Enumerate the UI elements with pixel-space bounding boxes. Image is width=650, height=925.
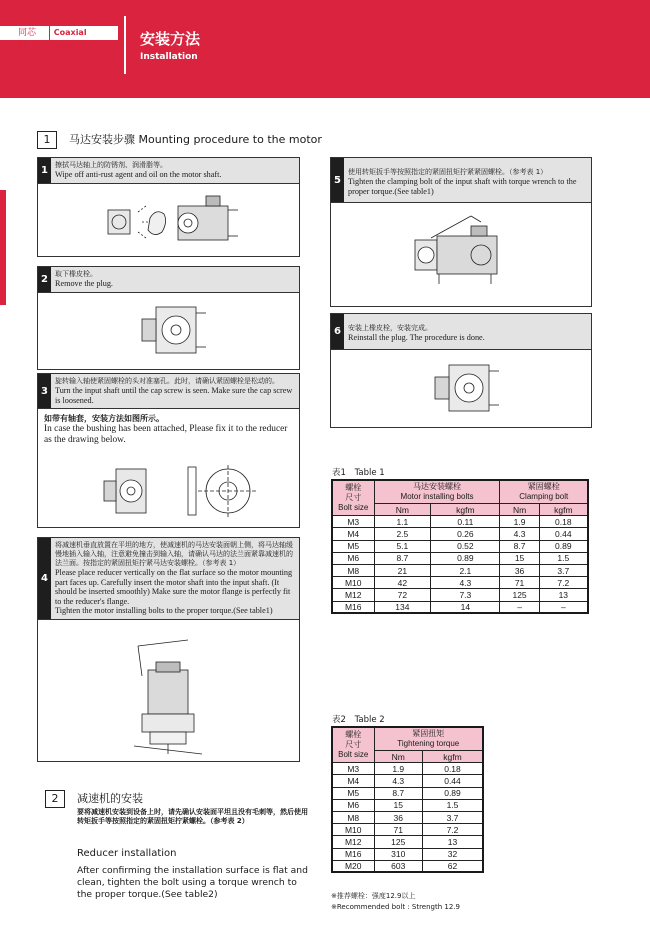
table-row — [332, 528, 588, 540]
table-2-group-tightening-torque — [374, 727, 483, 751]
torque-value-cell: 13 — [422, 836, 483, 848]
table-2-caption — [332, 715, 385, 726]
torque-value-cell: 36 — [500, 564, 539, 576]
table-row — [332, 799, 483, 811]
torque-value-cell: 310 — [374, 848, 422, 860]
category-tab-en: Coaxial shaft — [49, 26, 118, 40]
torque-value-cell: 0.44 — [422, 775, 483, 787]
category-tab — [0, 26, 118, 52]
step-3-bushing-note — [38, 409, 299, 448]
table-row — [332, 601, 588, 613]
step-6-reducer-plug-illustration — [331, 355, 592, 427]
torque-value-cell: 14 — [431, 601, 500, 613]
torque-value-cell: 0.26 — [431, 528, 500, 540]
table-2-unit-kgfm: kgfm — [422, 751, 483, 763]
torque-value-cell: 7.2 — [422, 824, 483, 836]
step-4-vertical-assembly-illustration — [38, 636, 300, 761]
table-row — [332, 836, 483, 848]
table-1-group-motor-bolts — [374, 480, 500, 504]
bolt-size-cell: M16 — [332, 601, 374, 613]
table-row — [332, 577, 588, 589]
step-1-text-en: Wipe off anti-rust agent and oil on the motor shaft. — [55, 170, 222, 179]
table-1-group-clamping-en: Clamping bolt — [519, 492, 569, 501]
step-1-box — [37, 157, 300, 257]
table-row — [332, 552, 588, 564]
torque-value-cell: 32 — [422, 848, 483, 860]
section-2-heading — [45, 790, 143, 808]
torque-value-cell: 2.5 — [374, 528, 431, 540]
torque-value-cell: 15 — [500, 552, 539, 564]
bolt-size-cell: M20 — [332, 860, 374, 872]
step-3-header — [38, 374, 299, 409]
step-3-text-en: Turn the input shaft until the cap screw is seen. Make sure the cap screw is loosened. — [55, 386, 293, 405]
torque-value-cell: 4.3 — [431, 577, 500, 589]
table-2-group-en: Tightening torque — [397, 739, 460, 748]
table-1-caption — [332, 468, 385, 479]
table-2-col-bolt-size — [332, 727, 374, 763]
bolt-size-cell: M4 — [332, 528, 374, 540]
torque-value-cell: 2.1 — [431, 564, 500, 576]
table-2-caption-cn: 表2 — [332, 715, 346, 725]
torque-value-cell: 1.9 — [500, 516, 539, 528]
category-tab-cn: 同芯轴 — [0, 26, 49, 40]
torque-value-cell: 1.5 — [539, 552, 588, 564]
step-4-box — [37, 537, 300, 762]
section-2-text-cn: 要将减速机安装到设备上时，请先确认安装面平坦且没有毛刺等，然后使用转矩扳手等按照指定的紧固扭矩拧紧螺栓。（参考表 2） — [77, 808, 308, 825]
table-row — [332, 763, 483, 775]
torque-value-cell: – — [539, 601, 588, 613]
step-4-number: 4 — [38, 538, 51, 619]
table-1-group-motor-cn: 马达安装螺栓 — [412, 482, 461, 491]
torque-value-cell: 8.7 — [374, 552, 431, 564]
bolt-size-cell: M4 — [332, 775, 374, 787]
table-2-note-en: ※Recommended bolt : Strength 12.9 — [331, 903, 460, 911]
table-row — [332, 811, 483, 823]
torque-value-cell: 125 — [374, 836, 422, 848]
step-4-text-en-2: Tighten the motor installing bolts to the proper torque.(See table1) — [55, 606, 273, 615]
table-2-bolt-en: Bolt size — [338, 750, 369, 760]
table-row — [332, 564, 588, 576]
step-3-bushing-illustration — [38, 461, 300, 527]
torque-value-cell: – — [500, 601, 539, 613]
table-2-bolt-cn: 螺栓 — [345, 730, 362, 740]
torque-value-cell: 0.44 — [539, 528, 588, 540]
table-1-col-bolt-size — [332, 480, 374, 516]
bolt-size-cell: M8 — [332, 564, 374, 576]
table-2-note-cn: ※推荐螺栓：强度12.9以上 — [331, 892, 416, 900]
torque-value-cell: 1.5 — [422, 799, 483, 811]
torque-value-cell: 71 — [500, 577, 539, 589]
torque-value-cell: 3.7 — [539, 564, 588, 576]
torque-value-cell: 1.1 — [374, 516, 431, 528]
table-row — [332, 787, 483, 799]
step-5-torque-wrench-illustration — [331, 210, 592, 306]
step-2-text-en: Remove the plug. — [55, 279, 113, 288]
bolt-size-cell: M10 — [332, 577, 374, 589]
table-1-body — [332, 516, 588, 614]
table-2-torque-table — [331, 726, 484, 873]
step-5-text-cn: 使用转矩扳手等按照指定的紧固扭矩拧紧紧固螺栓。（参考表 1） — [348, 168, 548, 176]
bolt-size-cell: M3 — [332, 763, 374, 775]
table-1-bolt-en: Bolt size — [338, 503, 369, 513]
step-3-box — [37, 373, 300, 528]
torque-value-cell: 0.89 — [539, 540, 588, 552]
section-2-heading-en: Reducer installation — [77, 848, 177, 859]
section-2-title: 减速机的安装 — [77, 792, 143, 805]
table-2-unit-nm: Nm — [374, 751, 422, 763]
bolt-size-cell: M5 — [332, 787, 374, 799]
torque-value-cell: 0.89 — [431, 552, 500, 564]
bolt-size-cell: M12 — [332, 589, 374, 601]
step-6-text-cn: 安装上橡皮栓，安装完成。 — [348, 324, 432, 332]
table-row — [332, 540, 588, 552]
page-header — [0, 0, 650, 98]
table-row — [332, 589, 588, 601]
step-3-number: 3 — [38, 374, 51, 408]
torque-value-cell: 42 — [374, 577, 431, 589]
step-6-text-en: Reinstall the plug. The procedure is done. — [348, 333, 485, 342]
torque-value-cell: 71 — [374, 824, 422, 836]
table-1-bolt-cn-2: 尺寸 — [345, 493, 362, 503]
step-5-box — [330, 157, 592, 307]
bolt-size-cell: M12 — [332, 836, 374, 848]
step-1-number: 1 — [38, 158, 51, 183]
bolt-size-cell: M16 — [332, 848, 374, 860]
torque-value-cell: 0.11 — [431, 516, 500, 528]
step-1-header — [38, 158, 299, 184]
bolt-size-cell: M5 — [332, 540, 374, 552]
step-6-number: 6 — [331, 314, 344, 349]
torque-value-cell: 603 — [374, 860, 422, 872]
bolt-size-cell: M6 — [332, 799, 374, 811]
table-1-group-motor-en: Motor installing bolts — [400, 492, 474, 501]
table-2-body — [332, 763, 483, 873]
step-1-text-cn: 擦拭马达轴上的防锈剂、润滑脂等。 — [55, 161, 167, 169]
table-1-group-clamping-bolt — [500, 480, 588, 504]
table-1-caption-cn: 表1 — [332, 468, 346, 478]
step-5-header — [331, 158, 591, 203]
bolt-size-cell: M6 — [332, 552, 374, 564]
table-1-caption-en: Table 1 — [354, 468, 385, 478]
step-5-text-en: Tighten the clamping bolt of the input shaft with torque wrench to the proper torque.(See table1) — [348, 177, 577, 196]
torque-value-cell: 7.2 — [539, 577, 588, 589]
table-1-torque-table — [331, 479, 589, 614]
table-1-unit-kgfm: kgfm — [431, 504, 500, 516]
step-2-header — [38, 267, 299, 293]
table-row — [332, 516, 588, 528]
step-2-box — [37, 266, 300, 370]
table-2-bolt-cn-2: 尺寸 — [345, 740, 362, 750]
step-2-reducer-plug-illustration — [38, 293, 300, 369]
torque-value-cell: 8.7 — [374, 787, 422, 799]
table-2-group-cn: 紧固扭矩 — [412, 729, 445, 738]
torque-value-cell: 5.1 — [374, 540, 431, 552]
table-1-unit-kgfm-2: kgfm — [539, 504, 588, 516]
step-2-text-cn: 取下橡皮栓。 — [55, 270, 97, 278]
header-divider — [124, 16, 126, 74]
step-2-number: 2 — [38, 267, 51, 292]
step-6-box — [330, 313, 592, 428]
table-1-unit-nm: Nm — [374, 504, 431, 516]
torque-value-cell: 36 — [374, 811, 422, 823]
step-3-note-cn: 如带有轴套，安装方法如图所示。 — [44, 414, 164, 423]
section-1-heading — [37, 131, 322, 149]
table-row — [332, 824, 483, 836]
table-1-bolt-cn: 螺栓 — [345, 483, 362, 493]
section-2-text-en: After confirming the installation surface is flat and clean, tighten the bolt using a torque wrench to the proper torque.(See table2) — [77, 865, 308, 900]
page-title-cn: 安装方法 — [140, 30, 201, 48]
torque-value-cell: 4.3 — [374, 775, 422, 787]
step-3-text-cn: 旋转输入轴使紧固螺栓的头对准塞孔。此时，请确认紧固螺栓是松动的。 — [55, 377, 279, 385]
table-row — [332, 848, 483, 860]
bolt-size-cell: M8 — [332, 811, 374, 823]
torque-value-cell: 8.7 — [500, 540, 539, 552]
torque-value-cell: 4.3 — [500, 528, 539, 540]
table-2-caption-en: Table 2 — [354, 715, 385, 725]
torque-value-cell: 125 — [500, 589, 539, 601]
step-4-header — [38, 538, 299, 620]
table-row — [332, 775, 483, 787]
torque-value-cell: 72 — [374, 589, 431, 601]
step-6-header — [331, 314, 591, 350]
torque-value-cell: 0.89 — [422, 787, 483, 799]
bolt-size-cell: M3 — [332, 516, 374, 528]
torque-value-cell: 1.9 — [374, 763, 422, 775]
bolt-size-cell: M10 — [332, 824, 374, 836]
table-1-unit-nm-2: Nm — [500, 504, 539, 516]
step-4-text-en: Please place reducer vertically on the flat surface so the motor mounting part faces up. Carefully insert the motor shaft into the input shaft. (It should be inserted smoothly) Make sure the motor flange is perfectly fit to the reducer's flange. — [55, 568, 293, 606]
torque-value-cell: 15 — [374, 799, 422, 811]
torque-value-cell: 0.18 — [422, 763, 483, 775]
table-row — [332, 860, 483, 872]
step-5-number: 5 — [331, 158, 344, 202]
torque-value-cell: 7.3 — [431, 589, 500, 601]
step-4-text-cn: 将减速机垂直放置在平坦的地方，使减速机的马达安装面朝上侧，将马达轴缓慢地插入输入轴，注意避免撞击到输入轴，请确认马达的法兰面紧靠减速机的法兰面。按指定的紧固扭矩拧紧马达安装螺栓。（参考表 1） — [55, 541, 293, 567]
torque-value-cell: 0.52 — [431, 540, 500, 552]
torque-value-cell: 13 — [539, 589, 588, 601]
torque-value-cell: 134 — [374, 601, 431, 613]
torque-value-cell: 62 — [422, 860, 483, 872]
section-1-number: 1 — [37, 131, 57, 149]
page-title-en: Installation — [140, 52, 198, 62]
step-3-note-en: In case the bushing has been attached, Please fix it to the reducer as the drawing below. — [44, 424, 288, 445]
section-2-number: 2 — [45, 790, 65, 808]
torque-value-cell: 3.7 — [422, 811, 483, 823]
step-1-motor-wipe-illustration — [38, 188, 300, 256]
torque-value-cell: 21 — [374, 564, 431, 576]
section-1-title: 马达安装步骤 Mounting procedure to the motor — [69, 133, 322, 146]
side-index-tab — [0, 190, 6, 305]
table-1-group-clamping-cn: 紧固螺栓 — [527, 482, 560, 491]
torque-value-cell: 0.18 — [539, 516, 588, 528]
